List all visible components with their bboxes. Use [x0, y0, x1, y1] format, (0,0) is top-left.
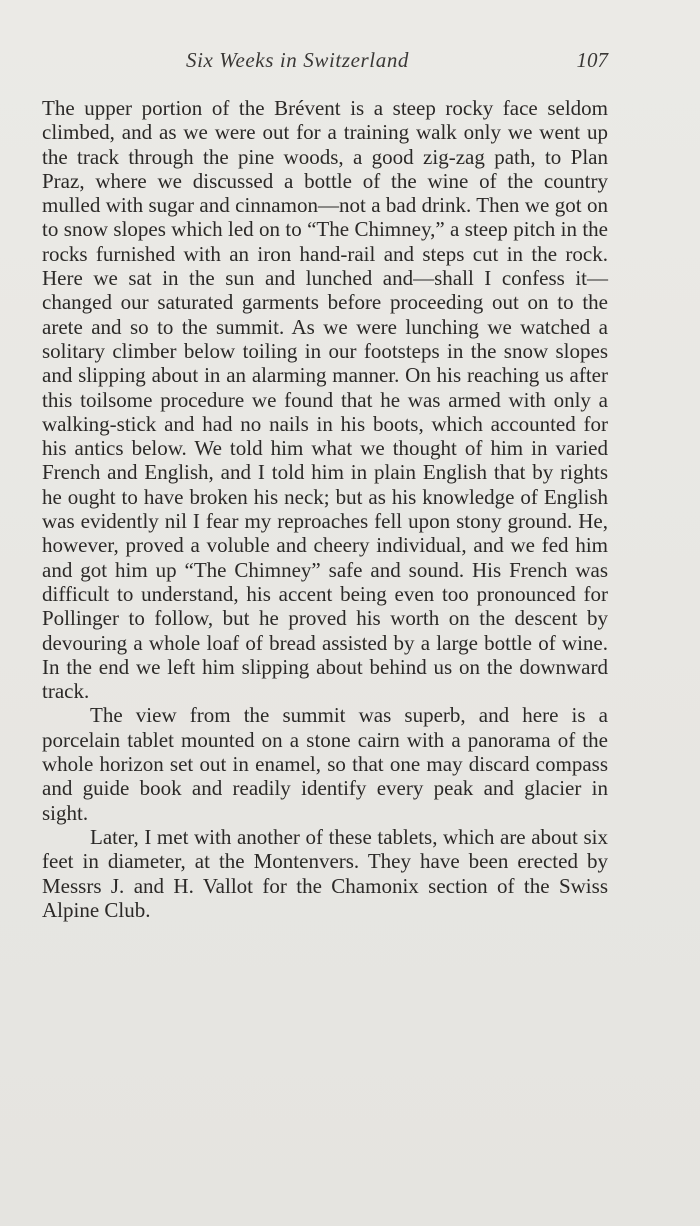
page-number: 107	[576, 48, 608, 72]
body-text	[42, 96, 608, 922]
paragraph: The view from the summit was superb, and here is a porcelain tablet mounted on a stone cairn with a panorama of the whole horizon set out in enamel, so that one may discard compass and guide book and readily identify every peak and glacier in sight.	[42, 703, 608, 825]
paragraph: The upper portion of the Brévent is a steep rocky face seldom climbed, and as we were out for a training walk only we went up the track through the pine woods, a good zig-zag path, to Plan Praz, where we discussed a bottle of the wine of the country mulled with sugar and cinnamon—not a bad drink. Then we got on to snow slopes which led on to “The Chimney,” a steep pitch in the rocks furnished with an iron hand-rail and steps cut in the rock. Here we sat in the sun and lunched and—shall I confess it—changed our saturated garments before proceeding out on to the arete and so to the summit. As we were lunching we watched a solitary climber below toiling in our footsteps in the snow slopes and slipping about in an alarming manner. On his reaching us after this toilsome procedure we found that he was armed with only a walking-stick and had no nails in his boots, which accounted for his antics below. We told him what we thought of him in varied French and English, and I told him in plain English that by rights he ought to have broken his neck; but as his knowledge of English was evidently nil I fear my reproaches fell upon stony ground. He, however, proved a voluble and cheery individual, and we fed him and got him up “The Chimney” safe and sound. His French was difficult to understand, his accent being even too pronounced for Pollinger to follow, but he proved his worth on the descent by devouring a whole loaf of bread assisted by a large bottle of wine. In the end we left him slipping about behind us on the downward track.	[42, 96, 608, 704]
paragraph: Later, I met with another of these tablets, which are about six feet in diameter, at the Montenvers. They have been erected by Messrs J. and H. Vallot for the Chamonix section of the Swiss Alpine Club.	[42, 824, 608, 922]
running-title: Six Weeks in Switzerland	[186, 48, 410, 72]
running-head	[0, 48, 700, 76]
